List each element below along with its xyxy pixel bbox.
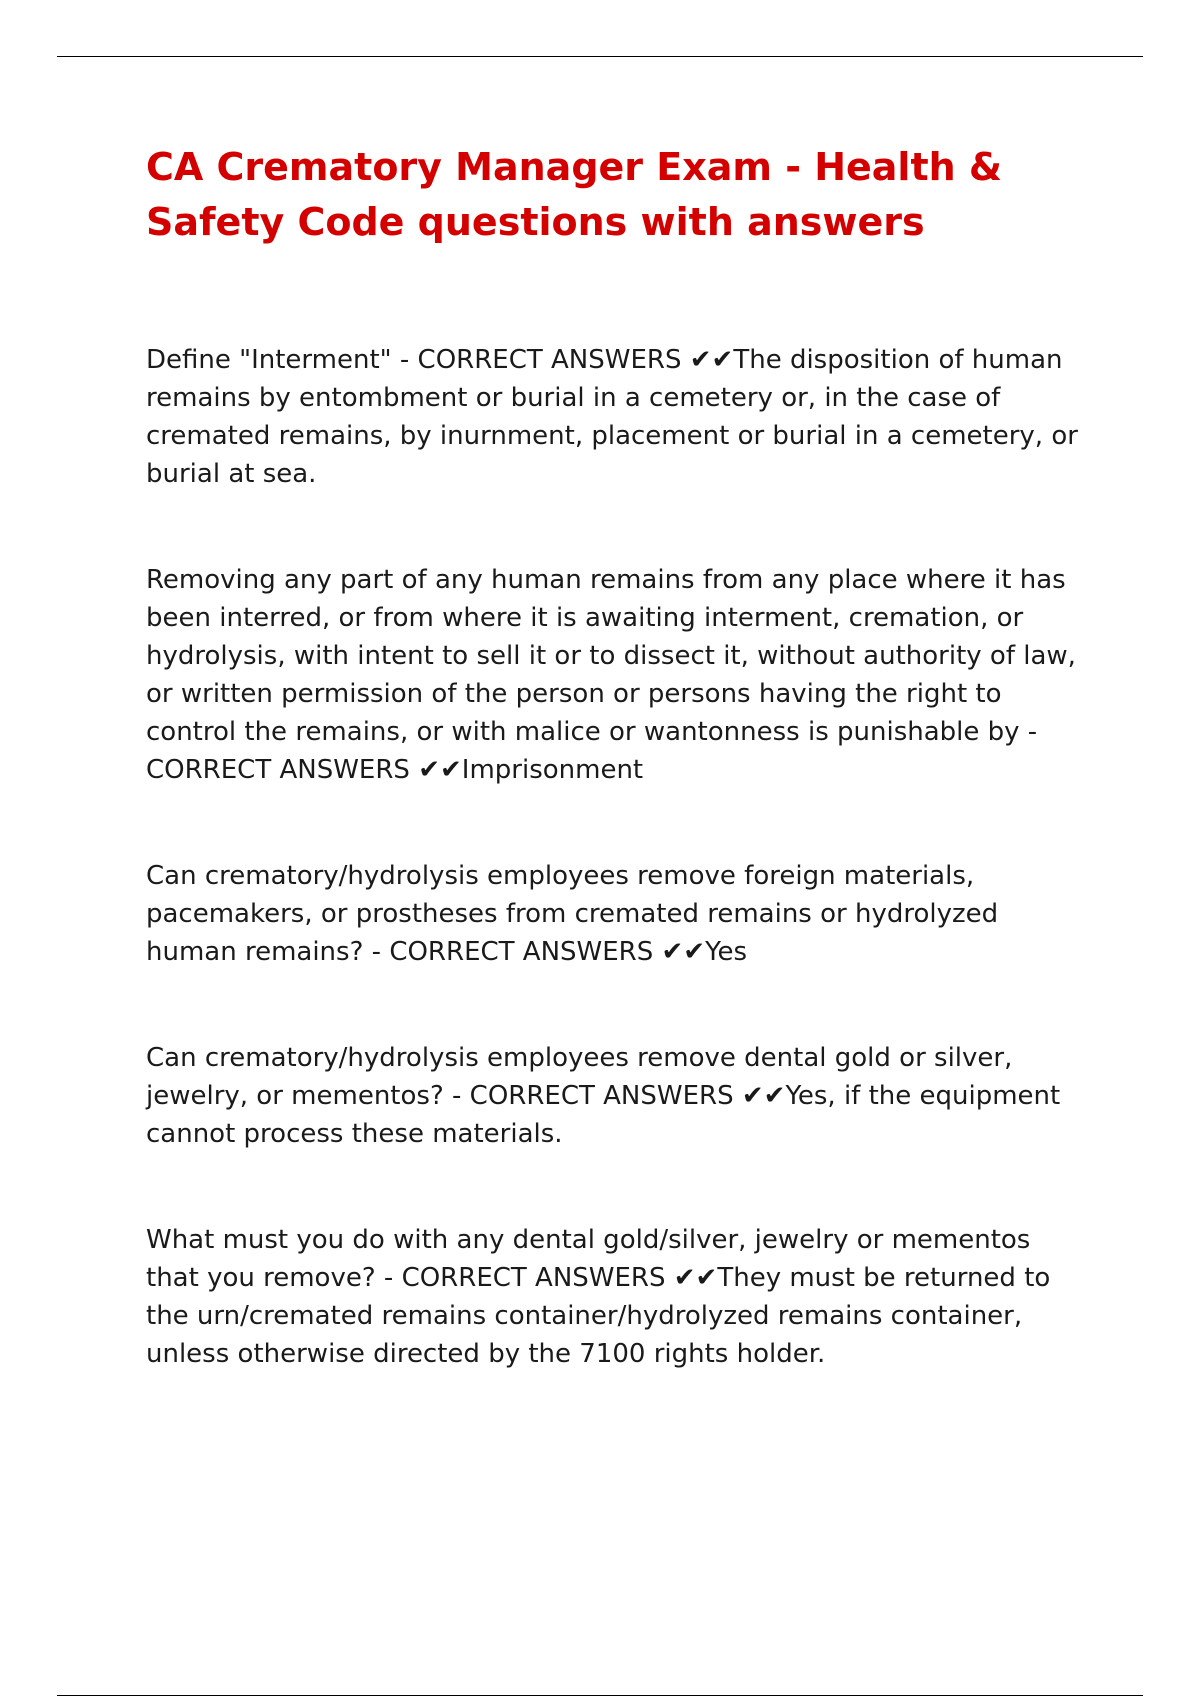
question-text: Can crematory/hydrolysis employees remove foreign materials, pacemakers, or prostheses from cremated remains or hydrolyzed human remains? — [146, 861, 999, 967]
qa-item: Can crematory/hydrolysis employees remove dental gold or silver, jewelry, or mementos? - CORRECT ANSWERS ✔✔Yes, if the equipment cannot process these materials. — [146, 1043, 1061, 1149]
double-check-icon: ✔✔ — [661, 937, 706, 967]
qa-item: Define "Interment" - CORRECT ANSWERS ✔✔The disposition of human remains by entombment or burial in a cemetery or, in the case of cremated remains, by inurnment, placement or burial in a cemetery, or burial at sea. — [146, 345, 1078, 489]
document-body — [146, 140, 1086, 1441]
answer-label: CORRECT ANSWERS — [417, 345, 682, 375]
qa-item: Removing any part of any human remains from any place where it has been interred, or from where it is awaiting interment, cremation, or hydrolysis, with intent to sell it or to dissect it, without authority of law, or written permission of the person or persons having the right to control the remains, or with malice or wantonness is punishable by - CORRECT ANSWERS ✔✔Imprisonment — [146, 565, 1076, 785]
question-text: What must you do with any dental gold/silver, jewelry or mementos that you remove? — [146, 1225, 1031, 1293]
answer-label: CORRECT ANSWERS — [146, 755, 410, 785]
double-check-icon: ✔✔ — [673, 1263, 718, 1293]
answer-text: Yes — [705, 937, 748, 967]
answer-text: They must be returned to the urn/cremated remains container/hydrolyzed remains container, unless otherwise directed by the 7100 rights holder. — [146, 1263, 1051, 1369]
qa-list — [146, 341, 1086, 1373]
double-check-icon: ✔✔ — [741, 1081, 786, 1111]
answer-text: Yes, if the equipment cannot process these materials. — [146, 1081, 1061, 1149]
question-text: Can crematory/hydrolysis employees remove dental gold or silver, jewelry, or mementos? — [146, 1043, 1013, 1111]
double-check-icon: ✔✔ — [418, 755, 462, 785]
qa-item: What must you do with any dental gold/silver, jewelry or mementos that you remove? - CORRECT ANSWERS ✔✔They must be returned to the urn/cremated remains container/hydrolyzed remains container, unless otherwise directed by the 7100 rights holder. — [146, 1225, 1051, 1369]
answer-label: CORRECT ANSWERS — [401, 1263, 666, 1293]
double-check-icon: ✔✔ — [689, 345, 734, 375]
answer-text: Imprisonment — [461, 755, 644, 785]
qa-item: Can crematory/hydrolysis employees remove foreign materials, pacemakers, or prostheses from cremated remains or hydrolyzed human remains? - CORRECT ANSWERS ✔✔Yes — [146, 861, 999, 967]
question-text: Removing any part of any human remains from any place where it has been interred, or from where it is awaiting interment, cremation, or hydrolysis, with intent to sell it or to dissect it, without authority of law, or written permission of the person or persons having the right to control the remains, or with malice or wantonness is punishable by — [146, 565, 1076, 747]
answer-label: CORRECT ANSWERS — [469, 1081, 734, 1111]
top-rule — [57, 56, 1143, 57]
answer-text: The disposition of human remains by entombment or burial in a cemetery or, in the case of cremated remains, by inurnment, placement or burial in a cemetery, or burial at sea. — [146, 345, 1078, 489]
bottom-rule — [57, 1695, 1143, 1696]
answer-label: CORRECT ANSWERS — [389, 937, 654, 967]
question-text: Define "Interment" — [146, 345, 392, 375]
document-title: CA Crematory Manager Exam - Health & Safety Code questions with answers — [146, 145, 1003, 244]
